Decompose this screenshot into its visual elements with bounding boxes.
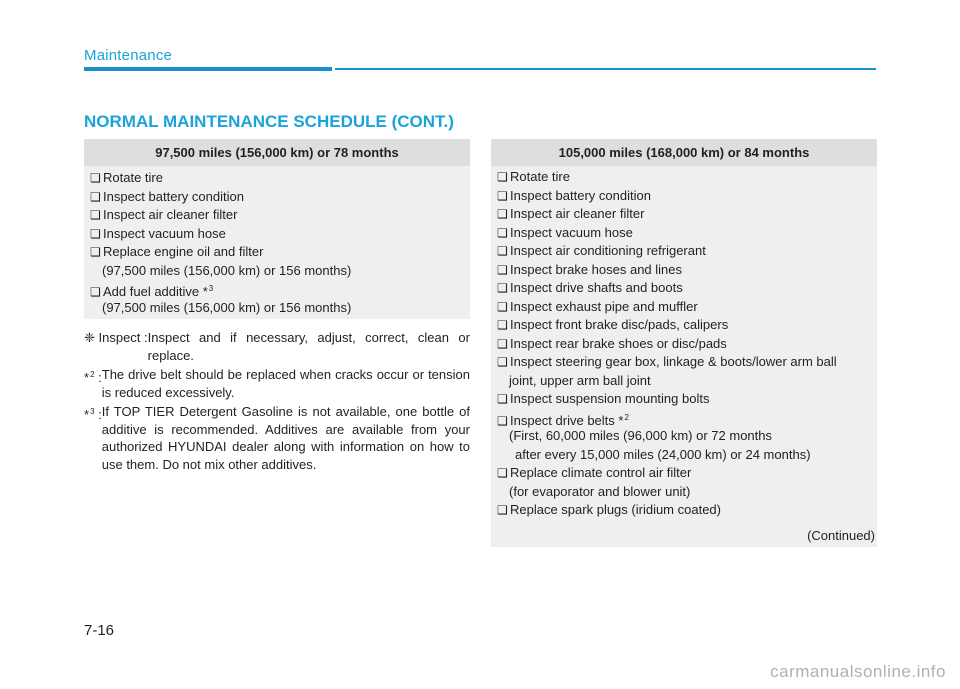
schedule-panel-97500	[84, 139, 470, 319]
section-title: Maintenance	[84, 47, 173, 64]
list-item: ❑ Inspect drive shafts and boots	[497, 279, 877, 298]
panel-heading: 105,000 miles (168,000 km) or 84 months	[491, 139, 877, 166]
list-item: ❑ Inspect front brake disc/pads, calipers	[497, 316, 877, 335]
panel-heading: 97,500 miles (156,000 km) or 78 months	[84, 139, 470, 166]
list-item-detail: (for evaporator and blower unit)	[509, 483, 691, 499]
checklist	[491, 166, 877, 520]
watermark: carmanualsonline.info	[770, 662, 946, 681]
checkbox-icon: ❑	[497, 225, 508, 240]
checkbox-icon: ❑	[497, 392, 508, 406]
note-3: *$^3$ : If TOP TIER Detergent Gasoline is not available, one bottle of additive is recommended. Additives are available from your authorized HYUNDAI dealer along with information on how to use them. Do not mix other additives.	[84, 404, 470, 472]
list-item: ❑ Inspect steering gear box, linkage & boots/lower arm ball	[497, 353, 877, 372]
continued-label: (Continued)	[807, 528, 875, 543]
note-inspect: ❈ Inspect : Inspect and if necessary, adjust, correct, clean or replace.	[84, 330, 470, 363]
list-item-detail: (97,500 miles (156,000 km) or 156 months)	[102, 299, 352, 315]
checkbox-icon: ❑	[497, 262, 508, 277]
checkbox-icon: ❑	[497, 318, 508, 332]
list-item: ❑ Inspect battery condition	[90, 188, 470, 207]
header-rule-thin	[335, 68, 876, 70]
list-item-detail: (97,500 miles (156,000 km) or 156 months)	[102, 262, 352, 278]
list-item-detail: (First, 60,000 miles (96,000 km) or 72 months	[509, 428, 772, 443]
checkbox-icon: ❑	[90, 245, 101, 259]
list-item: ❑ Rotate tire	[497, 168, 877, 187]
note-2: *$^2$ : The drive belt should be replaced when cracks occur or tension is reduced excessively.	[84, 367, 470, 400]
checkbox-icon: ❑	[497, 281, 508, 295]
list-item: ❑ Inspect air cleaner filter	[497, 205, 877, 224]
checkbox-icon: ❑	[90, 189, 101, 204]
list-item: ❑ Inspect battery condition	[497, 187, 877, 206]
checkbox-icon: ❑	[90, 171, 101, 185]
checkbox-icon: ❑	[497, 299, 508, 314]
list-item-continuation: joint, upper arm ball joint	[509, 372, 651, 388]
list-item: ❑ Replace engine oil and filter	[90, 243, 470, 262]
list-item: ❑ Add fuel additive *$^3$	[90, 280, 470, 299]
list-item: ❑ Inspect exhaust pipe and muffler	[497, 298, 877, 317]
checklist	[84, 166, 470, 317]
list-item: ❑ Inspect drive belts *$^2$	[497, 409, 877, 428]
checkbox-icon: ❑	[90, 208, 101, 222]
list-item: ❑ Inspect vacuum hose	[497, 224, 877, 243]
checkbox-icon: ❑	[497, 355, 508, 369]
checkbox-icon: ❑	[497, 207, 508, 221]
checkbox-icon: ❑	[497, 244, 508, 258]
checkbox-icon: ❑	[497, 188, 508, 203]
checkbox-icon: ❑	[497, 336, 508, 351]
checkbox-icon: ❑	[90, 226, 101, 241]
list-item: ❑ Inspect rear brake shoes or disc/pads	[497, 335, 877, 354]
footnotes	[84, 329, 470, 475]
checkbox-icon: ❑	[497, 413, 508, 428]
list-item: ❑ Inspect vacuum hose	[90, 225, 470, 244]
list-item: ❑ Inspect air cleaner filter	[90, 206, 470, 225]
page-title: NORMAL MAINTENANCE SCHEDULE (CONT.)	[84, 112, 454, 131]
footnote-ref: 2	[624, 412, 629, 422]
footnote-ref: 3	[208, 284, 214, 293]
list-item: ❑ Inspect suspension mounting bolts	[497, 390, 877, 409]
checkbox-icon: ❑	[497, 466, 508, 480]
header-rule-thick	[84, 67, 332, 71]
list-item: ❑ Rotate tire	[90, 169, 470, 188]
checkbox-icon: ❑	[497, 170, 508, 184]
checkbox-icon: ❑	[90, 285, 101, 299]
page-number: 7-16	[84, 622, 115, 639]
list-item: ❑ Inspect brake hoses and lines	[497, 261, 877, 280]
schedule-panel-105000	[491, 139, 877, 547]
checkbox-icon: ❑	[497, 503, 508, 517]
list-item: ❑ Replace spark plugs (iridium coated)	[497, 501, 877, 520]
list-item: ❑ Replace climate control air filter	[497, 464, 877, 483]
list-item: ❑ Inspect air conditioning refrigerant	[497, 242, 877, 261]
list-item-detail: after every 15,000 miles (24,000 km) or 24 months)	[515, 446, 811, 462]
